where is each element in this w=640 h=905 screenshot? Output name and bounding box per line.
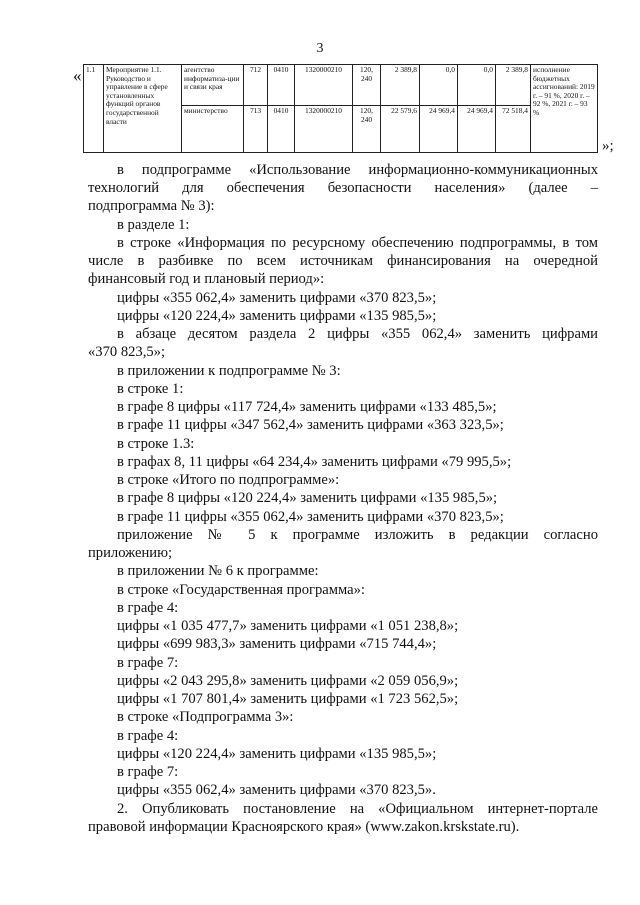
text-line: 2. Опубликовать постановление на «Официальном интернет-портале [117,801,598,817]
text-line: числе в разбивке по всем источникам финансирования на очередной [88,253,598,269]
text-line: в графах 8, 11 цифры «64 234,4» заменить цифрами «79 995,5»; [117,454,512,470]
quote-open: « [73,66,82,85]
text-line: финансовый год и плановый период»: [88,271,325,287]
text-line: в строке 1: [117,381,184,397]
value-2020: 0,0 [420,65,458,106]
text-line: в графе 7: [117,764,179,780]
budget-table [83,64,598,153]
text-line: в графе 8 цифры «120 224,4» заменить цифрами «135 985,5»; [117,490,498,506]
text-line: правовой информации Красноярского края» (www.zakon.krskstate.ru). [88,819,520,835]
text-line: в графе 11 цифры «355 062,4» заменить цифрами «370 823,5»; [117,509,504,525]
text-line: в графе 4: [117,728,179,744]
csr-code: 1320000210 [295,65,353,106]
text-line: цифры «120 224,4» заменить цифрами «135 985,5»; [117,746,437,762]
text-line: в приложении № 6 к программе: [117,563,319,579]
rzpr-code: 0410 [268,106,295,153]
text-line: в графе 11 цифры «347 562,4» заменить цифрами «363 323,5»; [117,417,504,433]
text-line: приложение № 5 к программе изложить в редакции согласно [117,527,598,543]
csr-code: 1320000210 [295,106,353,153]
value-2019: 2 389,8 [381,65,420,106]
text-line: в разделе 1: [117,217,190,233]
value-2021: 0,0 [458,65,496,106]
text-line: в графе 7: [117,655,179,671]
text-line: цифры «355 062,4» заменить цифрами «370 823,5»; [117,290,437,306]
grbs-code: 712 [244,65,268,106]
activity-name: Мероприятие 1.1. Руководство и управление в сфере установленных функций органов государственной власти [104,65,182,153]
text-line: в абзаце десятом раздела 2 цифры «355 062,4» заменить цифрами [117,326,598,342]
text-line: в приложении к подпрограмме № 3: [117,363,341,379]
quote-close: »; [602,138,614,154]
text-line: технологий для обеспечения безопасности населения» (далее – [88,180,598,196]
text-line: в строке 1.3: [117,436,195,452]
grbs-name: агентство информатиза-ции и связи края [182,65,244,106]
rzpr-code: 0410 [268,65,295,106]
text-line: в строке «Подпрограмма 3»: [117,709,294,725]
text-line: в строке «Итого по подпрограмме»: [117,472,340,488]
text-line: приложению; [88,545,173,561]
grbs-code: 713 [244,106,268,153]
value-2019: 22 579,6 [381,106,420,153]
text-line: в подпрограмме «Использование информационно-коммуникационных [117,162,598,178]
text-line: цифры «2 043 295,8» заменить цифрами «2 059 056,9»; [117,673,459,689]
text-line: цифры «1 035 477,7» заменить цифрами «1 051 238,8»; [117,618,459,634]
text-line: цифры «120 224,4» заменить цифрами «135 985,5»; [117,308,437,324]
row-number: 1.1 [84,65,104,153]
vr-code: 120, 240 [353,65,381,106]
value-total: 2 389,8 [496,65,531,106]
expected-result: исполнение бюджетных ассигнований: 2019 г. – 91 %, 2020 г. – 92 %, 2021 г. – 93 % [531,65,598,153]
value-2021: 24 969,4 [458,106,496,153]
text-line: цифры «699 983,3» заменить цифрами «715 744,4»; [117,636,437,652]
table-row [84,65,598,106]
text-line: подпрограмма № 3): [88,198,215,214]
text-line: цифры «1 707 801,4» заменить цифрами «1 723 562,5»; [117,691,459,707]
page-number: 3 [316,41,324,56]
text-line: «370 823,5»; [88,344,166,360]
text-line: цифры «355 062,4» заменить цифрами «370 823,5». [117,782,436,798]
text-line: в графе 4: [117,600,179,616]
text-line: в графе 8 цифры «117 724,4» заменить цифрами «133 485,5»; [117,399,497,415]
value-2020: 24 969,4 [420,106,458,153]
value-total: 72 518,4 [496,106,531,153]
text-line: в строке «Государственная программа»: [117,582,365,598]
vr-code: 120, 240 [353,106,381,153]
text-line: в строке «Информация по ресурсному обеспечению подпрограммы, в том [117,235,598,251]
grbs-name: министерство [182,106,244,153]
